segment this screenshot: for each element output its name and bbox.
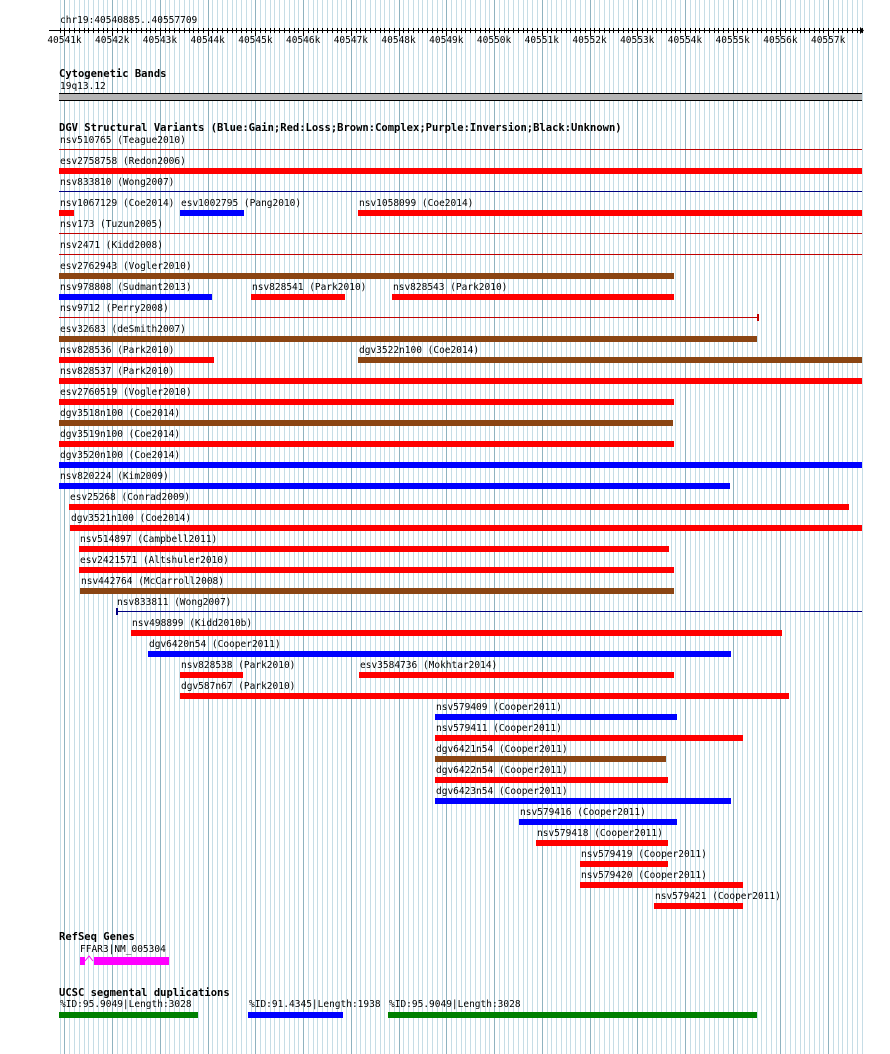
variant-label[interactable]: dgv587n67 (Park2010) [181, 681, 296, 692]
variant-bar[interactable] [148, 651, 731, 657]
variant-bar[interactable] [70, 525, 862, 531]
ruler-tick-label: 40551k [524, 35, 559, 46]
ruler-tick-label: 40544k [190, 35, 225, 46]
variant-bar[interactable] [435, 735, 743, 741]
variant-bar[interactable] [435, 777, 668, 783]
variant-label[interactable]: nsv828537 (Park2010) [60, 366, 175, 377]
variant-bar[interactable] [435, 714, 677, 720]
variant-bar[interactable] [59, 336, 757, 342]
segdup-bar[interactable] [248, 1012, 343, 1018]
variant-bar[interactable] [180, 210, 244, 216]
segdup-label[interactable]: %ID:95.9049|Length:3028 [389, 999, 521, 1010]
variant-label[interactable]: dgv3518n100 (Coe2014) [60, 408, 181, 419]
segdup-label[interactable]: %ID:91.4345|Length:1938 [249, 999, 381, 1010]
variant-bar[interactable] [59, 420, 673, 426]
variant-label[interactable]: esv2762943 (Vogler2010) [60, 261, 192, 272]
variant-bar[interactable] [59, 294, 212, 300]
coordinate-ruler[interactable] [0, 20, 890, 66]
variant-bar[interactable] [59, 462, 862, 468]
variant-bar[interactable] [59, 483, 730, 489]
variant-label[interactable]: nsv579420 (Cooper2011) [581, 870, 707, 881]
gene-exon [80, 957, 85, 965]
ruler-tick-label: 40553k [620, 35, 655, 46]
variant-label[interactable]: dgv3521n100 (Coe2014) [71, 513, 192, 524]
ruler-tick-label: 40554k [667, 35, 703, 46]
cytoband-label: 19q13.12 [60, 81, 106, 92]
variant-label[interactable]: nsv579419 (Cooper2011) [581, 849, 707, 860]
variant-bar[interactable] [392, 294, 674, 300]
ruler-tick-label: 40547k [333, 35, 369, 46]
segdup-bar[interactable] [388, 1012, 757, 1018]
segdup-label[interactable]: %ID:95.9049|Length:3028 [60, 999, 192, 1010]
variant-bar[interactable] [59, 273, 674, 279]
variant-label[interactable]: nsv514897 (Campbell2011) [80, 534, 218, 545]
variant-label[interactable]: esv2758758 (Redon2006) [60, 156, 186, 167]
variant-bar[interactable] [654, 903, 743, 909]
cytoband-track-title[interactable]: Cytogenetic Bands [59, 68, 167, 80]
variant-bar[interactable] [180, 672, 243, 678]
variant-label[interactable]: nsv579411 (Cooper2011) [436, 723, 562, 734]
variant-label[interactable]: dgv6421n54 (Cooper2011) [436, 744, 568, 755]
dgv-track-title[interactable]: DGV Structural Variants (Blue:Gain;Red:Loss;Brown:Complex;Purple:Inversion;Black:Unknown) [59, 122, 622, 134]
variant-label[interactable]: esv2421571 (Altshuler2010) [80, 555, 229, 566]
variant-bar[interactable] [580, 882, 743, 888]
segdup-track-title[interactable]: UCSC segmental duplications [59, 987, 230, 999]
variant-label[interactable]: nsv828543 (Park2010) [393, 282, 508, 293]
ruler-tick-label: 40550k [476, 35, 512, 46]
variant-label[interactable]: nsv173 (Tuzun2005) [60, 219, 163, 230]
variant-bar[interactable] [79, 567, 674, 573]
variant-line[interactable] [116, 611, 862, 612]
variant-label[interactable]: nsv1067129 (Coe2014) [60, 198, 175, 209]
variant-label[interactable]: nsv1058099 (Coe2014) [359, 198, 474, 209]
variant-label[interactable]: nsv2471 (Kidd2008) [60, 240, 163, 251]
variant-line[interactable] [59, 317, 759, 318]
ruler-tick-label: 40545k [238, 35, 273, 46]
variant-end-cap [757, 314, 759, 321]
ruler-tick-label: 40541k [47, 35, 82, 46]
ruler-tick-label: 40543k [142, 35, 178, 46]
variant-label[interactable]: nsv828541 (Park2010) [252, 282, 367, 293]
location-label: chr19:40540885..40557709 [60, 15, 198, 26]
variant-label[interactable]: dgv3520n100 (Coe2014) [60, 450, 181, 461]
variant-line[interactable] [59, 233, 862, 234]
variant-label[interactable]: nsv579418 (Cooper2011) [537, 828, 663, 839]
variant-label[interactable]: nsv820224 (Kim2009) [60, 471, 169, 482]
ruler-tick-label: 40555k [715, 35, 750, 46]
ruler-tick-label: 40548k [381, 35, 416, 46]
variant-bar[interactable] [358, 210, 862, 216]
variant-bar[interactable] [69, 504, 849, 510]
variant-bar[interactable] [435, 798, 731, 804]
variant-label[interactable]: nsv579416 (Cooper2011) [520, 807, 646, 818]
variant-label[interactable]: dgv6422n54 (Cooper2011) [436, 765, 568, 776]
variant-line[interactable] [59, 254, 862, 255]
variant-label[interactable]: nsv833810 (Wong2007) [60, 177, 175, 188]
variant-bar[interactable] [79, 546, 669, 552]
variant-bar[interactable] [435, 756, 666, 762]
variant-label[interactable]: nsv442764 (McCarroll2008) [81, 576, 224, 587]
variant-label[interactable]: nsv828536 (Park2010) [60, 345, 175, 356]
variant-label[interactable]: dgv6420n54 (Cooper2011) [149, 639, 281, 650]
variant-end-cap [116, 608, 118, 615]
variant-bar[interactable] [580, 861, 668, 867]
variant-bar[interactable] [80, 588, 674, 594]
variant-bar[interactable] [59, 399, 674, 405]
variant-label[interactable]: nsv498899 (Kidd2010b) [132, 618, 253, 629]
variant-bar[interactable] [59, 168, 862, 174]
variant-bar[interactable] [358, 357, 862, 363]
variant-label[interactable]: esv3584736 (Mokhtar2014) [360, 660, 498, 671]
variant-label[interactable]: nsv978808 (Sudmant2013) [60, 282, 192, 293]
gene-label[interactable]: FFAR3|NM_005304 [80, 944, 166, 955]
variant-line[interactable] [59, 191, 862, 192]
gene-exon [94, 957, 169, 965]
ruler-tick-label: 40557k [810, 35, 846, 46]
cytoband-bar[interactable] [59, 93, 862, 101]
variant-bar[interactable] [519, 819, 677, 825]
variant-bar[interactable] [59, 378, 862, 384]
variant-label[interactable]: esv1002795 (Pang2010) [181, 198, 302, 209]
variant-label[interactable]: nsv579409 (Cooper2011) [436, 702, 562, 713]
variant-line[interactable] [59, 149, 862, 150]
ruler-tick-label: 40542k [95, 35, 130, 46]
variant-bar[interactable] [59, 357, 214, 363]
refseq-track-title[interactable]: RefSeq Genes [59, 931, 135, 943]
variant-bar[interactable] [536, 840, 668, 846]
variant-bar[interactable] [251, 294, 345, 300]
variant-label[interactable]: nsv833811 (Wong2007) [117, 597, 232, 608]
ruler-tick-label: 40556k [763, 35, 798, 46]
variant-bar[interactable] [59, 441, 674, 447]
ruler-tick-label: 40549k [429, 35, 464, 46]
gene-intron [85, 956, 93, 961]
variant-label[interactable]: nsv510765 (Teague2010) [60, 135, 186, 146]
variant-bar[interactable] [131, 630, 782, 636]
gene-model[interactable] [80, 954, 173, 966]
variant-label[interactable]: nsv579421 (Cooper2011) [655, 891, 781, 902]
ruler-tick-label: 40546k [285, 35, 321, 46]
ruler-tick-label: 40552k [572, 35, 607, 46]
variant-bar[interactable] [359, 672, 674, 678]
variant-label[interactable]: nsv828538 (Park2010) [181, 660, 296, 671]
variant-bar[interactable] [59, 210, 74, 216]
variant-label[interactable]: esv2760519 (Vogler2010) [60, 387, 192, 398]
variant-label[interactable]: dgv3519n100 (Coe2014) [60, 429, 181, 440]
variant-label[interactable]: esv25268 (Conrad2009) [70, 492, 191, 503]
variant-label[interactable]: dgv3522n100 (Coe2014) [359, 345, 480, 356]
variant-label[interactable]: esv32683 (deSmith2007) [60, 324, 186, 335]
variant-bar[interactable] [180, 693, 789, 699]
segdup-bar[interactable] [59, 1012, 198, 1018]
variant-label[interactable]: dgv6423n54 (Cooper2011) [436, 786, 568, 797]
variant-label[interactable]: nsv9712 (Perry2008) [60, 303, 169, 314]
